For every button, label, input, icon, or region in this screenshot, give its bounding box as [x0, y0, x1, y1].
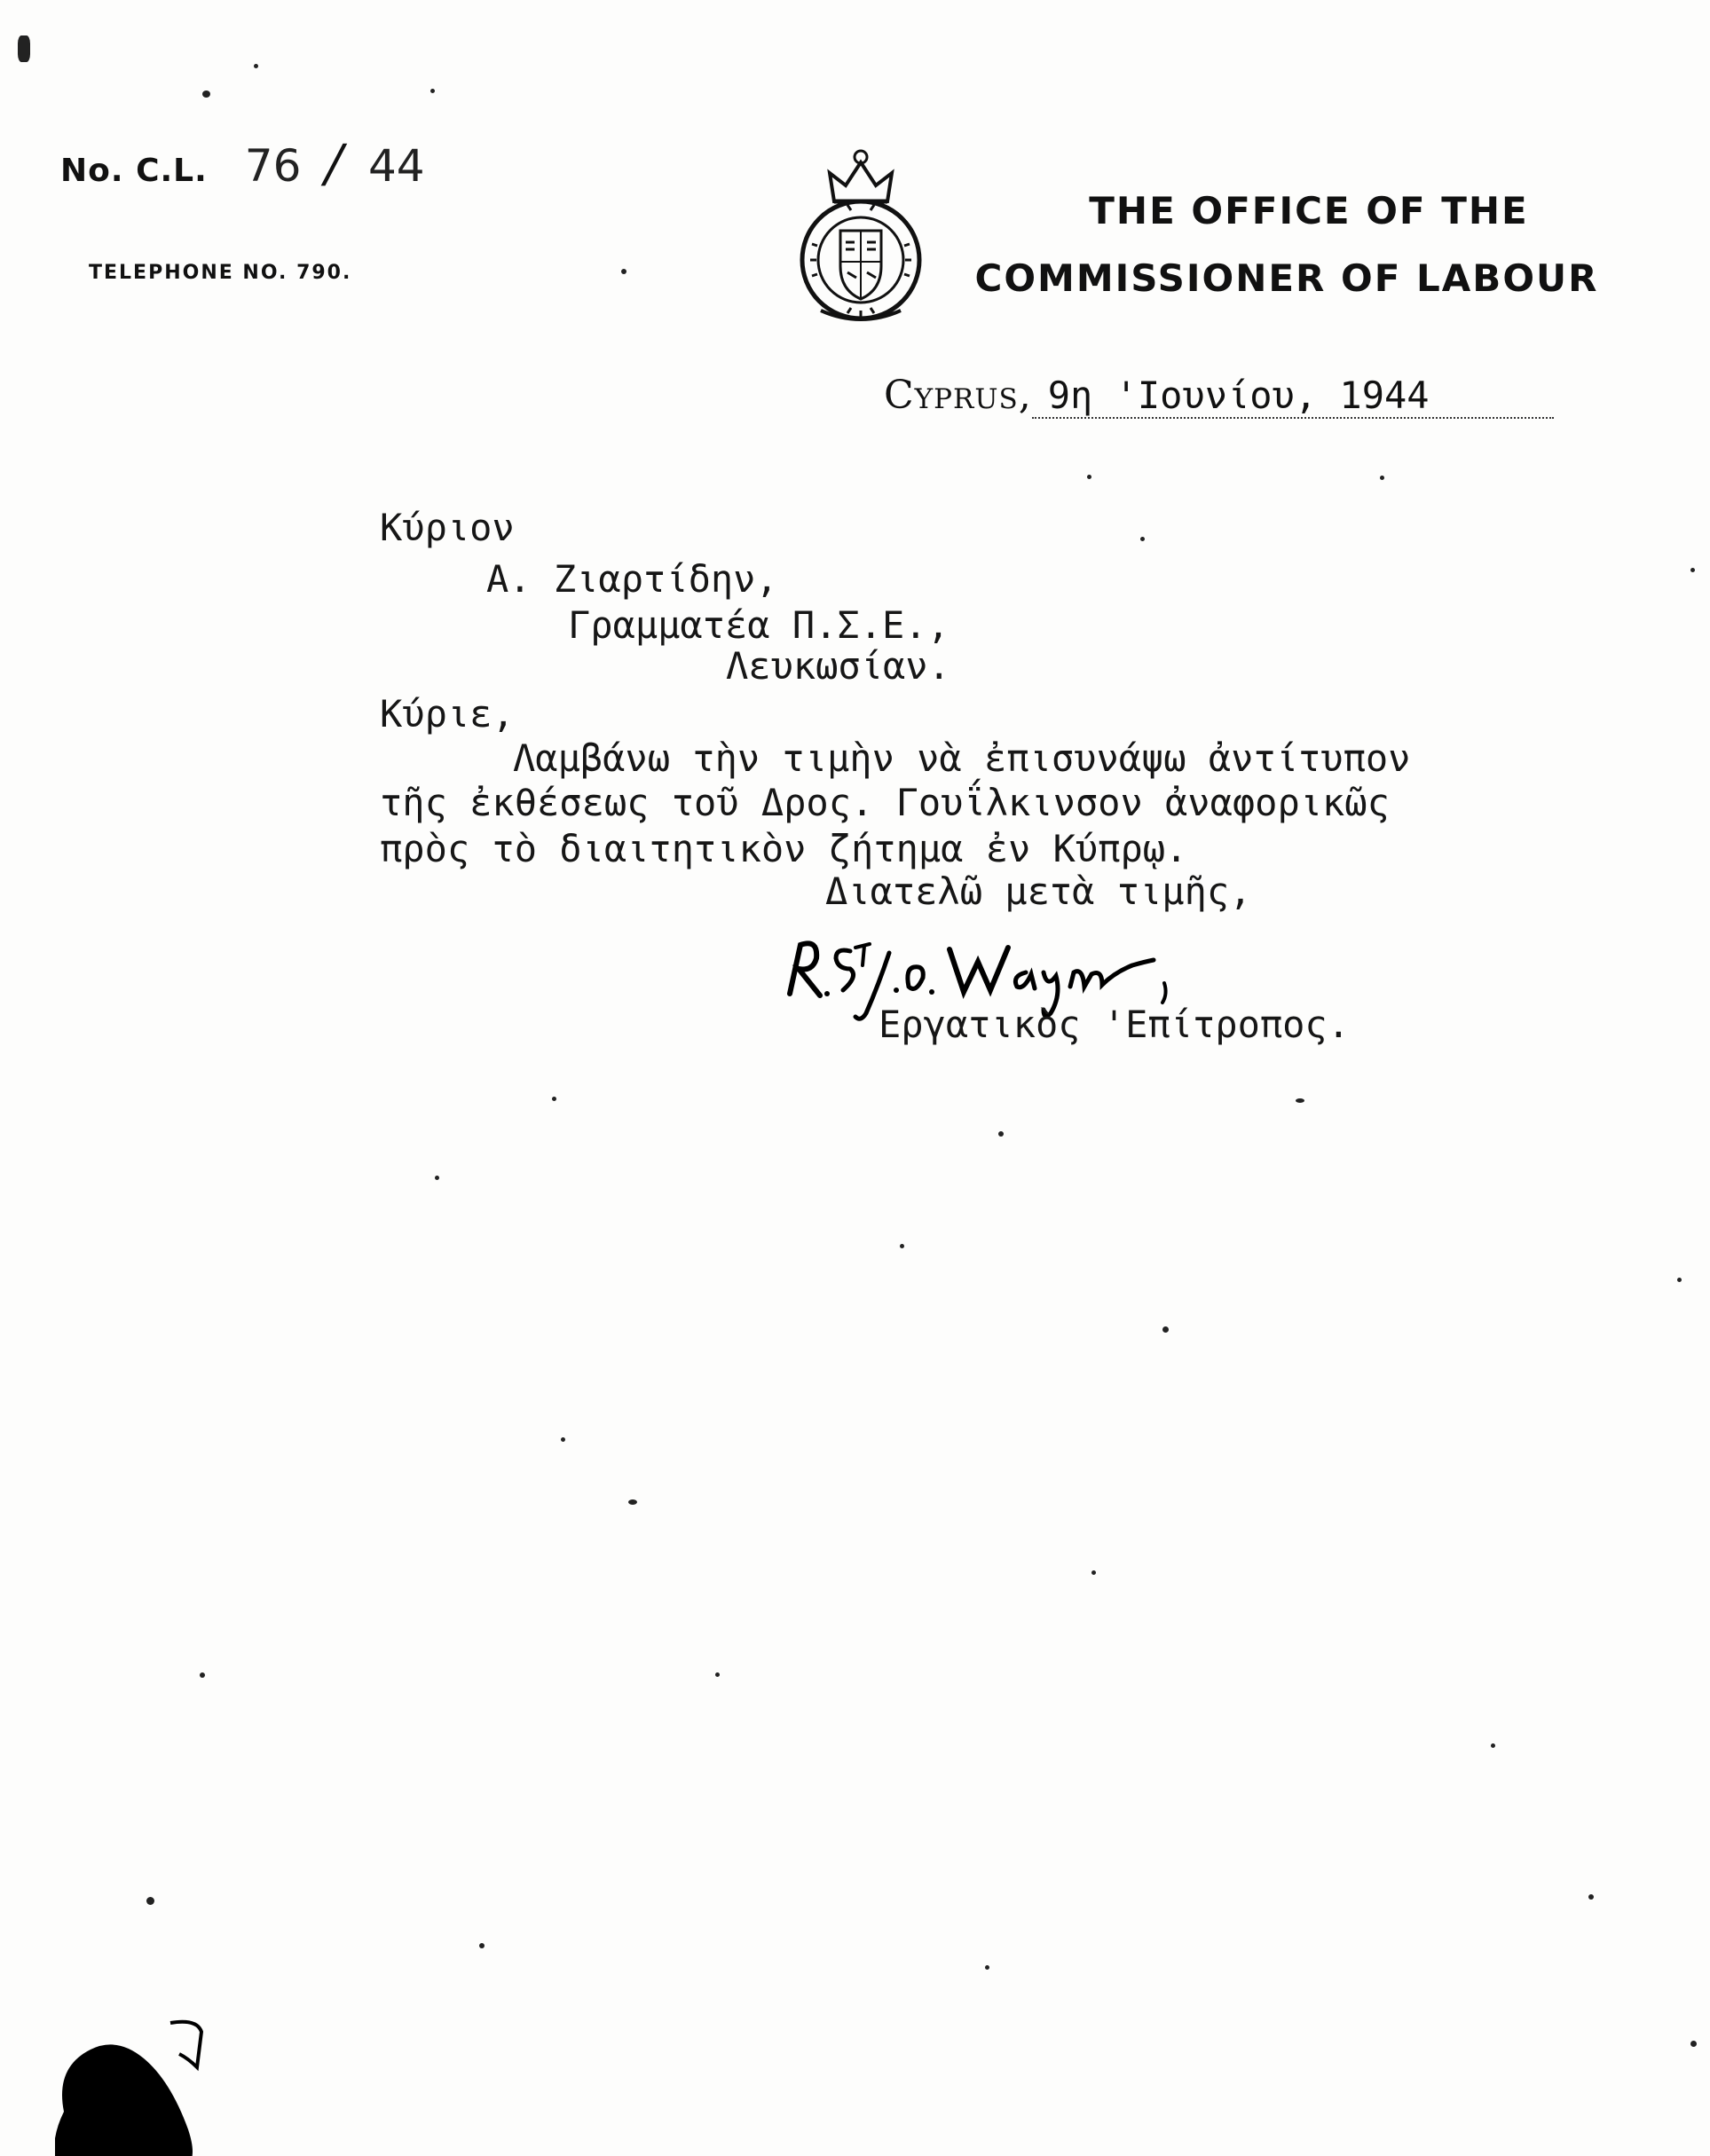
office-heading-line1: THE OFFICE OF THE — [1089, 189, 1529, 232]
scan-speck — [1296, 1098, 1304, 1103]
body-line-2: τῆς ἐκθέσεως τοῦ Δρος. Γουΐλκινσον ἀναφορικῶς — [380, 781, 1390, 824]
reference-number-value: 76 — [244, 140, 302, 192]
closing: Διατελῶ μετὰ τιμῆς, — [825, 869, 1252, 913]
dateline-place: Cyprus, — [884, 373, 1032, 418]
addressee-title: Γραμματέα Π.Σ.Ε., — [568, 603, 950, 647]
office-heading-line2: COMMISSIONER OF LABOUR — [974, 256, 1599, 300]
scan-speck — [430, 89, 435, 93]
greeting: Κύριε, — [380, 692, 515, 736]
signer-title: Εργατικὸς 'Επίτροπος. — [879, 1003, 1351, 1046]
scan-speck — [1588, 1894, 1594, 1900]
scan-speck — [18, 35, 30, 62]
scan-speck — [1162, 1326, 1169, 1333]
reference-label: No. C.L. — [60, 153, 208, 189]
scan-speck — [1690, 568, 1695, 572]
salutation-addressee: Κύριον — [380, 506, 515, 549]
scan-speck — [552, 1097, 556, 1101]
telephone-number: TELEPHONE NO. 790. — [89, 262, 352, 284]
addressee-name: Α. Ζιαρτίδην, — [486, 557, 778, 601]
scan-speck — [1087, 475, 1091, 479]
scan-speck — [715, 1672, 720, 1677]
royal-coat-of-arms-icon — [794, 146, 927, 328]
scan-speck — [621, 269, 626, 274]
scan-speck — [1491, 1743, 1495, 1748]
dateline — [884, 373, 1554, 419]
reference-number — [60, 133, 425, 193]
scan-speck — [479, 1943, 485, 1948]
scan-speck — [202, 90, 210, 98]
scan-speck — [200, 1672, 205, 1678]
scan-speck — [900, 1244, 904, 1248]
addressee-city: Λευκωσίαν. — [726, 644, 950, 688]
scan-speck — [985, 1965, 989, 1970]
scan-speck — [146, 1897, 154, 1905]
reference-year-value: 44 — [367, 140, 425, 192]
scan-speck — [254, 64, 258, 68]
reference-slash: / — [319, 133, 351, 193]
scan-speck — [1091, 1570, 1096, 1575]
scan-speck — [998, 1131, 1004, 1137]
ink-blot-mark — [55, 2014, 215, 2156]
scan-speck — [1380, 476, 1384, 480]
dateline-date: 9η 'Ιουνίου, 1944 — [1032, 374, 1554, 419]
scan-speck — [1690, 2041, 1697, 2047]
body-line-3: πρὸς τὸ διαιτητικὸν ζήτημα ἐν Κύπρῳ. — [380, 827, 1188, 870]
office-heading — [941, 177, 1633, 312]
scan-speck — [1677, 1278, 1682, 1282]
body-line-1: Λαμβάνω τὴν τιμὴν νὰ ἐπισυνάψω ἀντίτυπον — [513, 736, 1411, 780]
scan-speck — [1140, 537, 1145, 541]
scan-speck — [435, 1176, 439, 1180]
scan-speck — [628, 1499, 637, 1505]
scan-speck — [561, 1437, 565, 1442]
